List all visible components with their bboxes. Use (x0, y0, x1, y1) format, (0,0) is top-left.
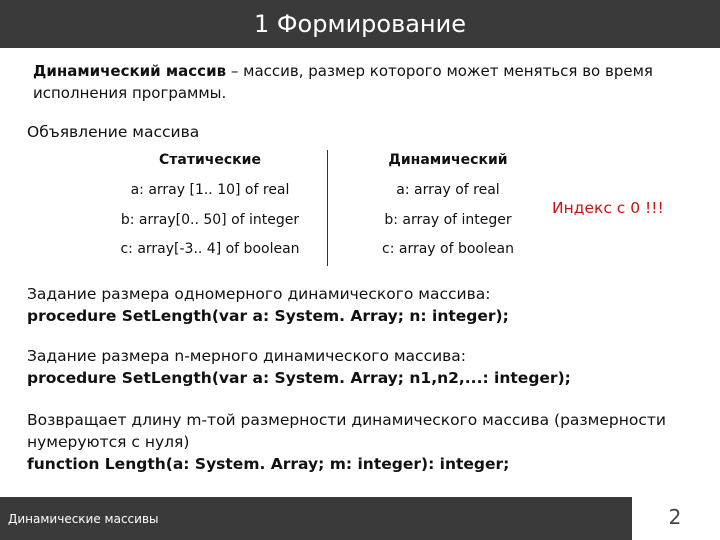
definition-rest: – массив, размер которого может меняться во время исполнения программы. (33, 62, 653, 102)
footer-text: Динамические массивы (8, 511, 159, 526)
static-row: b: array[0.. 50] of integer (120, 212, 300, 228)
length-func-text: Возвращает длину m-той размерности динамического массива (размерности нумеруются с нуля) (27, 411, 666, 451)
column-divider (327, 150, 328, 266)
definition-term: Динамический массив (33, 62, 227, 80)
declaration-heading: Объявление массива (27, 123, 200, 141)
setlength-1d-code: procedure SetLength(var a: System. Array; n: integer); (27, 307, 509, 325)
footer-bar (0, 497, 632, 540)
definition-text (33, 60, 693, 104)
setlength-1d-text: Задание размера одномерного динамического массива: (27, 285, 491, 303)
dynamic-row: c: array of boolean (382, 241, 514, 257)
static-header: Статические (159, 152, 261, 168)
length-func-code: function Length(a: System. Array; m: integer): integer; (27, 455, 510, 473)
setlength-nd-block (27, 345, 707, 389)
index-note: Индекс с 0 !!! (552, 199, 664, 217)
static-row: a: array [1.. 10] of real (130, 182, 290, 198)
page-number: 2 (668, 505, 682, 529)
dynamic-header: Динамический (388, 152, 508, 168)
length-func-block (27, 409, 707, 475)
setlength-nd-code: procedure SetLength(var a: System. Array; n1,n2,...: integer); (27, 369, 571, 387)
setlength-nd-text: Задание размера n-мерного динамического массива: (27, 347, 467, 365)
dynamic-row: b: array of integer (384, 212, 512, 228)
static-column (112, 152, 308, 262)
setlength-1d-block (27, 283, 707, 327)
slide-title: 1 Формирование (0, 0, 720, 48)
static-row: c: array[-3.. 4] of boolean (120, 241, 300, 257)
dynamic-row: a: array of real (396, 182, 500, 198)
dynamic-column (368, 152, 528, 262)
